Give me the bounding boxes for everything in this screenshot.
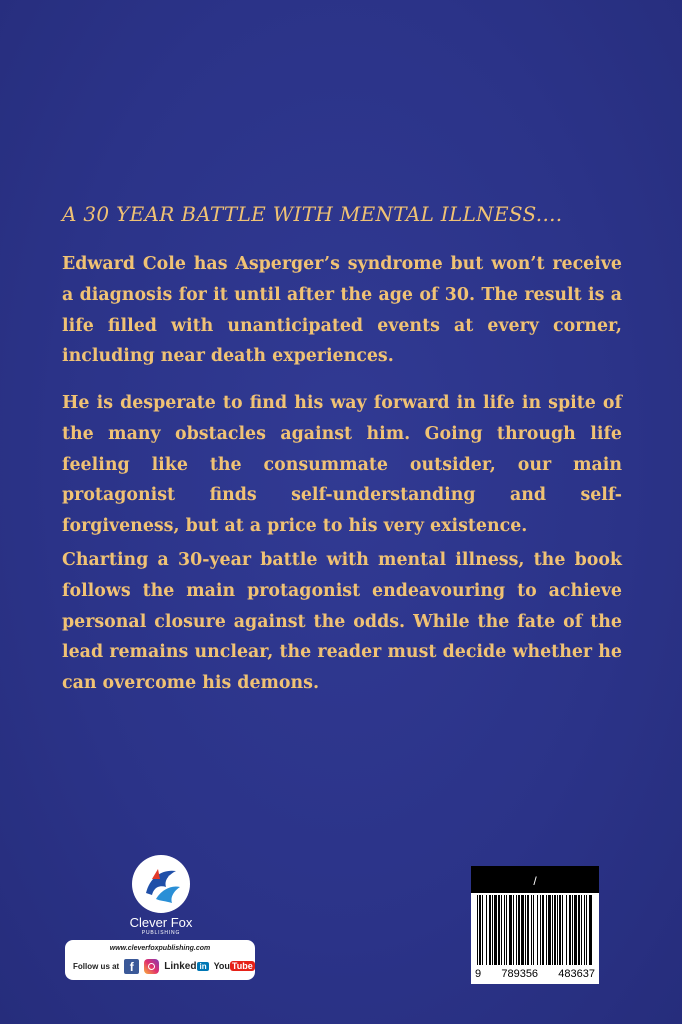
blurb-paragraph-1: Edward Cole has Asperger’s syndrome but won’t receive a diagnosis for it until after the age of 30. The result is a life filled with unanticipated events at every corner, including near death experiences.: [62, 254, 622, 367]
tagline: A 30 YEAR BATTLE WITH MENTAL ILLNESS....: [62, 202, 563, 226]
barcode-bars: [471, 893, 599, 968]
linkedin-badge: in: [199, 961, 207, 971]
instagram-icon[interactable]: [144, 959, 159, 974]
isbn-barcode: [471, 866, 599, 984]
barcode-digit-group: 483637: [558, 968, 595, 980]
youtube-tube: Tube: [231, 961, 253, 971]
barcode-digit-group: 789356: [501, 968, 539, 980]
blurb-paragraph-3: Charting a 30-year battle with mental illness, the book follows the main protagonist endeavouring to achieve personal closure against the odds. While the fate of the lead remains unclear, the reader must decide whether he can overcome his demons.: [62, 550, 622, 694]
social-links-card: [65, 940, 255, 980]
youtube-icon[interactable]: [214, 961, 255, 971]
barcode-digit-group: 9: [475, 968, 482, 980]
social-row: [73, 958, 255, 974]
barcode-digits: [471, 968, 599, 980]
publisher-logo: [126, 855, 196, 936]
follow-us-label: Follow us at: [73, 961, 120, 971]
fox-icon: [132, 855, 190, 913]
youtube-you: You: [213, 961, 230, 971]
publisher-name: Clever Fox: [129, 915, 193, 930]
linkedin-icon[interactable]: [164, 961, 208, 972]
publisher-subtitle: PUBLISHING: [141, 930, 181, 936]
blurb-paragraph-2: He is desperate to find his way forward in life in spite of the many obstacles against him. Going through life feeling like the consummate outsider, our main protagonist finds self-understanding and self-forgiveness, but at a price to his very existence.: [62, 393, 622, 537]
linkedin-text: Linked: [164, 960, 197, 972]
facebook-icon[interactable]: f: [124, 959, 139, 974]
website-link[interactable]: www.cleverfoxpublishing.com: [109, 945, 211, 952]
barcode-price-strip: /: [471, 866, 599, 893]
